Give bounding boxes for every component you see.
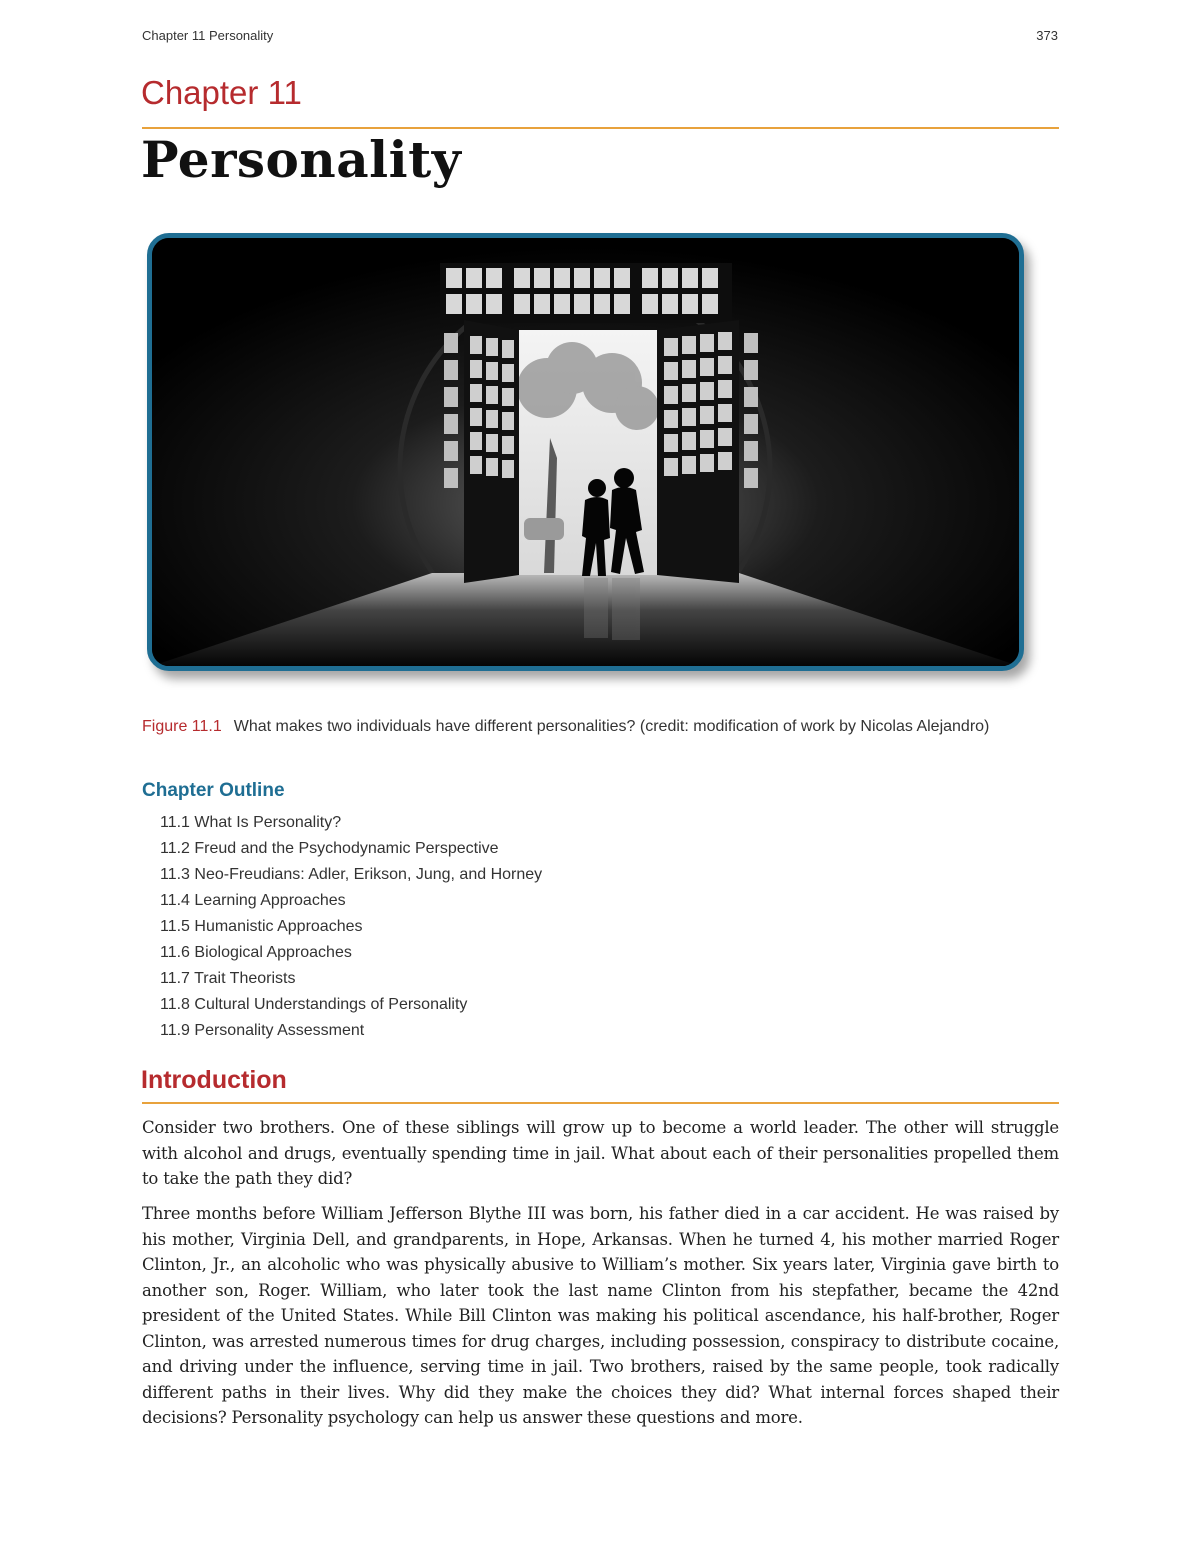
outline-item[interactable]: 11.7 Trait Theorists bbox=[160, 970, 296, 987]
chapter-rule bbox=[142, 127, 1059, 129]
running-head-title: Chapter 11 Personality bbox=[142, 28, 274, 43]
outline-item[interactable]: 11.2 Freud and the Psychodynamic Perspective bbox=[160, 840, 499, 857]
introduction-rule bbox=[142, 1102, 1059, 1104]
outline-item[interactable]: 11.5 Humanistic Approaches bbox=[160, 918, 363, 935]
outline-item[interactable]: 11.4 Learning Approaches bbox=[160, 892, 346, 909]
chapter-label: Chapter 11 bbox=[141, 74, 302, 111]
figure-caption-text: What makes two individuals have different personalities? (credit: modification of work by Nicolas Alejandro) bbox=[233, 718, 990, 735]
outline-item[interactable]: 11.8 Cultural Understandings of Personality bbox=[160, 996, 468, 1013]
outline-item[interactable]: 11.6 Biological Approaches bbox=[160, 944, 352, 961]
figure-caption bbox=[142, 716, 1022, 737]
chapter-outline-heading: Chapter Outline bbox=[142, 780, 285, 801]
outline-item[interactable]: 11.3 Neo-Freudians: Adler, Erikson, Jung, and Horney bbox=[160, 866, 543, 883]
page-number: 373 bbox=[1036, 28, 1058, 43]
chapter-title: Personality bbox=[141, 130, 462, 189]
intro-paragraph-1: Consider two brothers. One of these siblings will grow up to become a world leader. The other will struggle with alcohol and drugs, eventually spending time in jail. What about each of their personalities propelled them to take the path they did? bbox=[142, 1118, 1059, 1188]
introduction-heading: Introduction bbox=[141, 1066, 287, 1094]
chapter-figure-image bbox=[147, 233, 1024, 671]
chapter-outline-list bbox=[160, 812, 542, 1046]
outline-item[interactable]: 11.1 What Is Personality? bbox=[160, 814, 342, 831]
running-head bbox=[142, 28, 1058, 43]
figure-number: Figure 11.1 bbox=[142, 718, 222, 735]
doorway-silhouette-photo bbox=[152, 238, 1019, 666]
outline-item[interactable]: 11.9 Personality Assessment bbox=[160, 1022, 365, 1039]
intro-paragraph-2: Three months before William Jefferson Blythe III was born, his father died in a car accident. He was raised by his mother, Virginia Dell, and grandparents, in Hope, Arkansas. When he turned 4, his mother married Roger Clinton, Jr., an alcoholic who was physically abusive to William’s mother. Six years later, Virginia gave birth to another son, Roger. William, who later took the last name Clinton from his stepfather, became the 42nd president of the United States. While Bill Clinton was making his political ascendance, his half-brother, Roger Clinton, was arrested numerous times for drug charges, including possession, conspiracy to distribute cocaine, and driving under the influence, serving time in jail. Two brothers, raised by the same people, took radically different paths in their lives. Why did they make the choices they did? What internal forces shaped their decisions? Personality psychology can help us answer these questions and more. bbox=[142, 1204, 1059, 1427]
